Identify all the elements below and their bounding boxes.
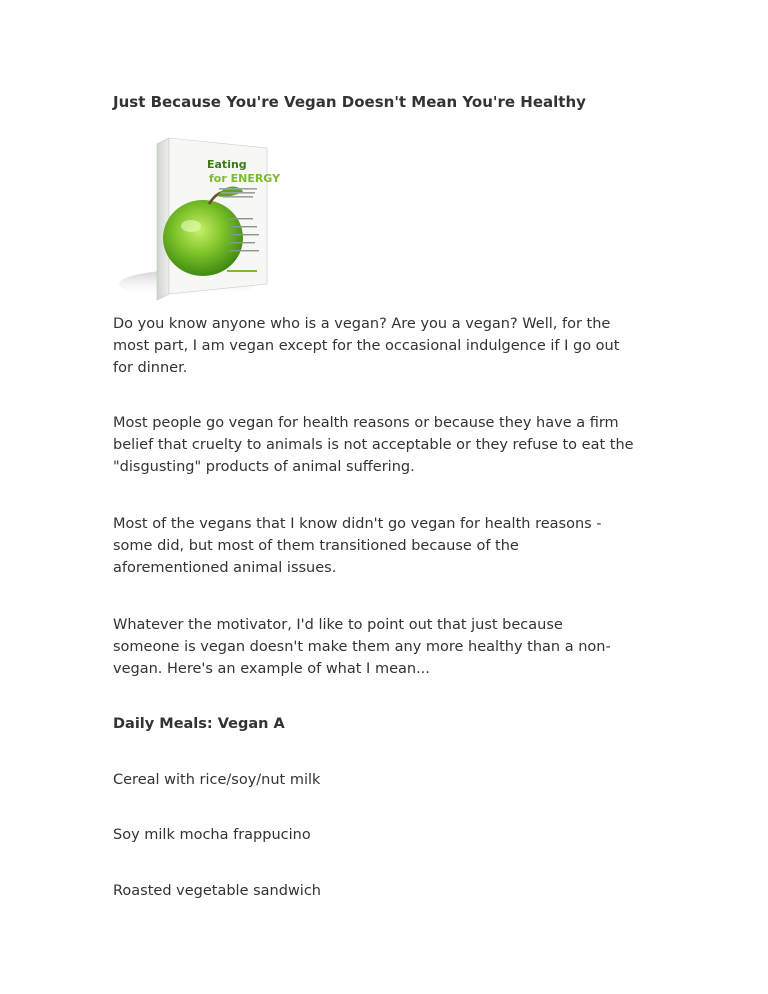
paragraph-3 [113,513,673,579]
paragraph-2 [113,412,673,478]
book-title-line2: for ENERGY [209,172,281,185]
paragraph-1 [113,313,673,379]
paragraph-2-line-2: belief that cruelty to animals is not acceptable or they refuse to eat the [113,437,634,453]
paragraph-1-line-3: for dinner. [113,360,188,376]
paragraph-4-line-3: vegan. Here's an example of what I mean... [113,661,430,677]
paragraph-3-line-3: aforementioned animal issues. [113,560,337,576]
page-title: Just Because You're Vegan Doesn't Mean You're Healthy [113,93,586,111]
book-cover-illustration [117,134,287,304]
paragraph-2-line-3: "disgusting" products of animal suffering. [113,459,415,475]
meal-item-1: Cereal with rice/soy/nut milk [113,772,321,788]
paragraph-4-line-1: Whatever the motivator, I'd like to point out that just because [113,617,563,633]
section-heading: Daily Meals: Vegan A [113,716,285,732]
paragraph-3-line-2: some did, but most of them transitioned because of the [113,538,519,554]
meal-item-2: Soy milk mocha frappucino [113,827,311,843]
paragraph-4-line-2: someone is vegan doesn't make them any more healthy than a non- [113,639,611,655]
paragraph-4 [113,614,673,680]
book-title-line1: Eating [207,158,247,171]
meal-item-3: Roasted vegetable sandwich [113,883,321,899]
book-cover-image [117,134,287,304]
paragraph-1-line-2: most part, I am vegan except for the occasional indulgence if I go out [113,338,620,354]
paragraph-1-line-1: Do you know anyone who is a vegan? Are you a vegan? Well, for the [113,316,611,332]
paragraph-3-line-1: Most of the vegans that I know didn't go vegan for health reasons - [113,516,602,532]
paragraph-2-line-1: Most people go vegan for health reasons or because they have a firm [113,415,619,431]
